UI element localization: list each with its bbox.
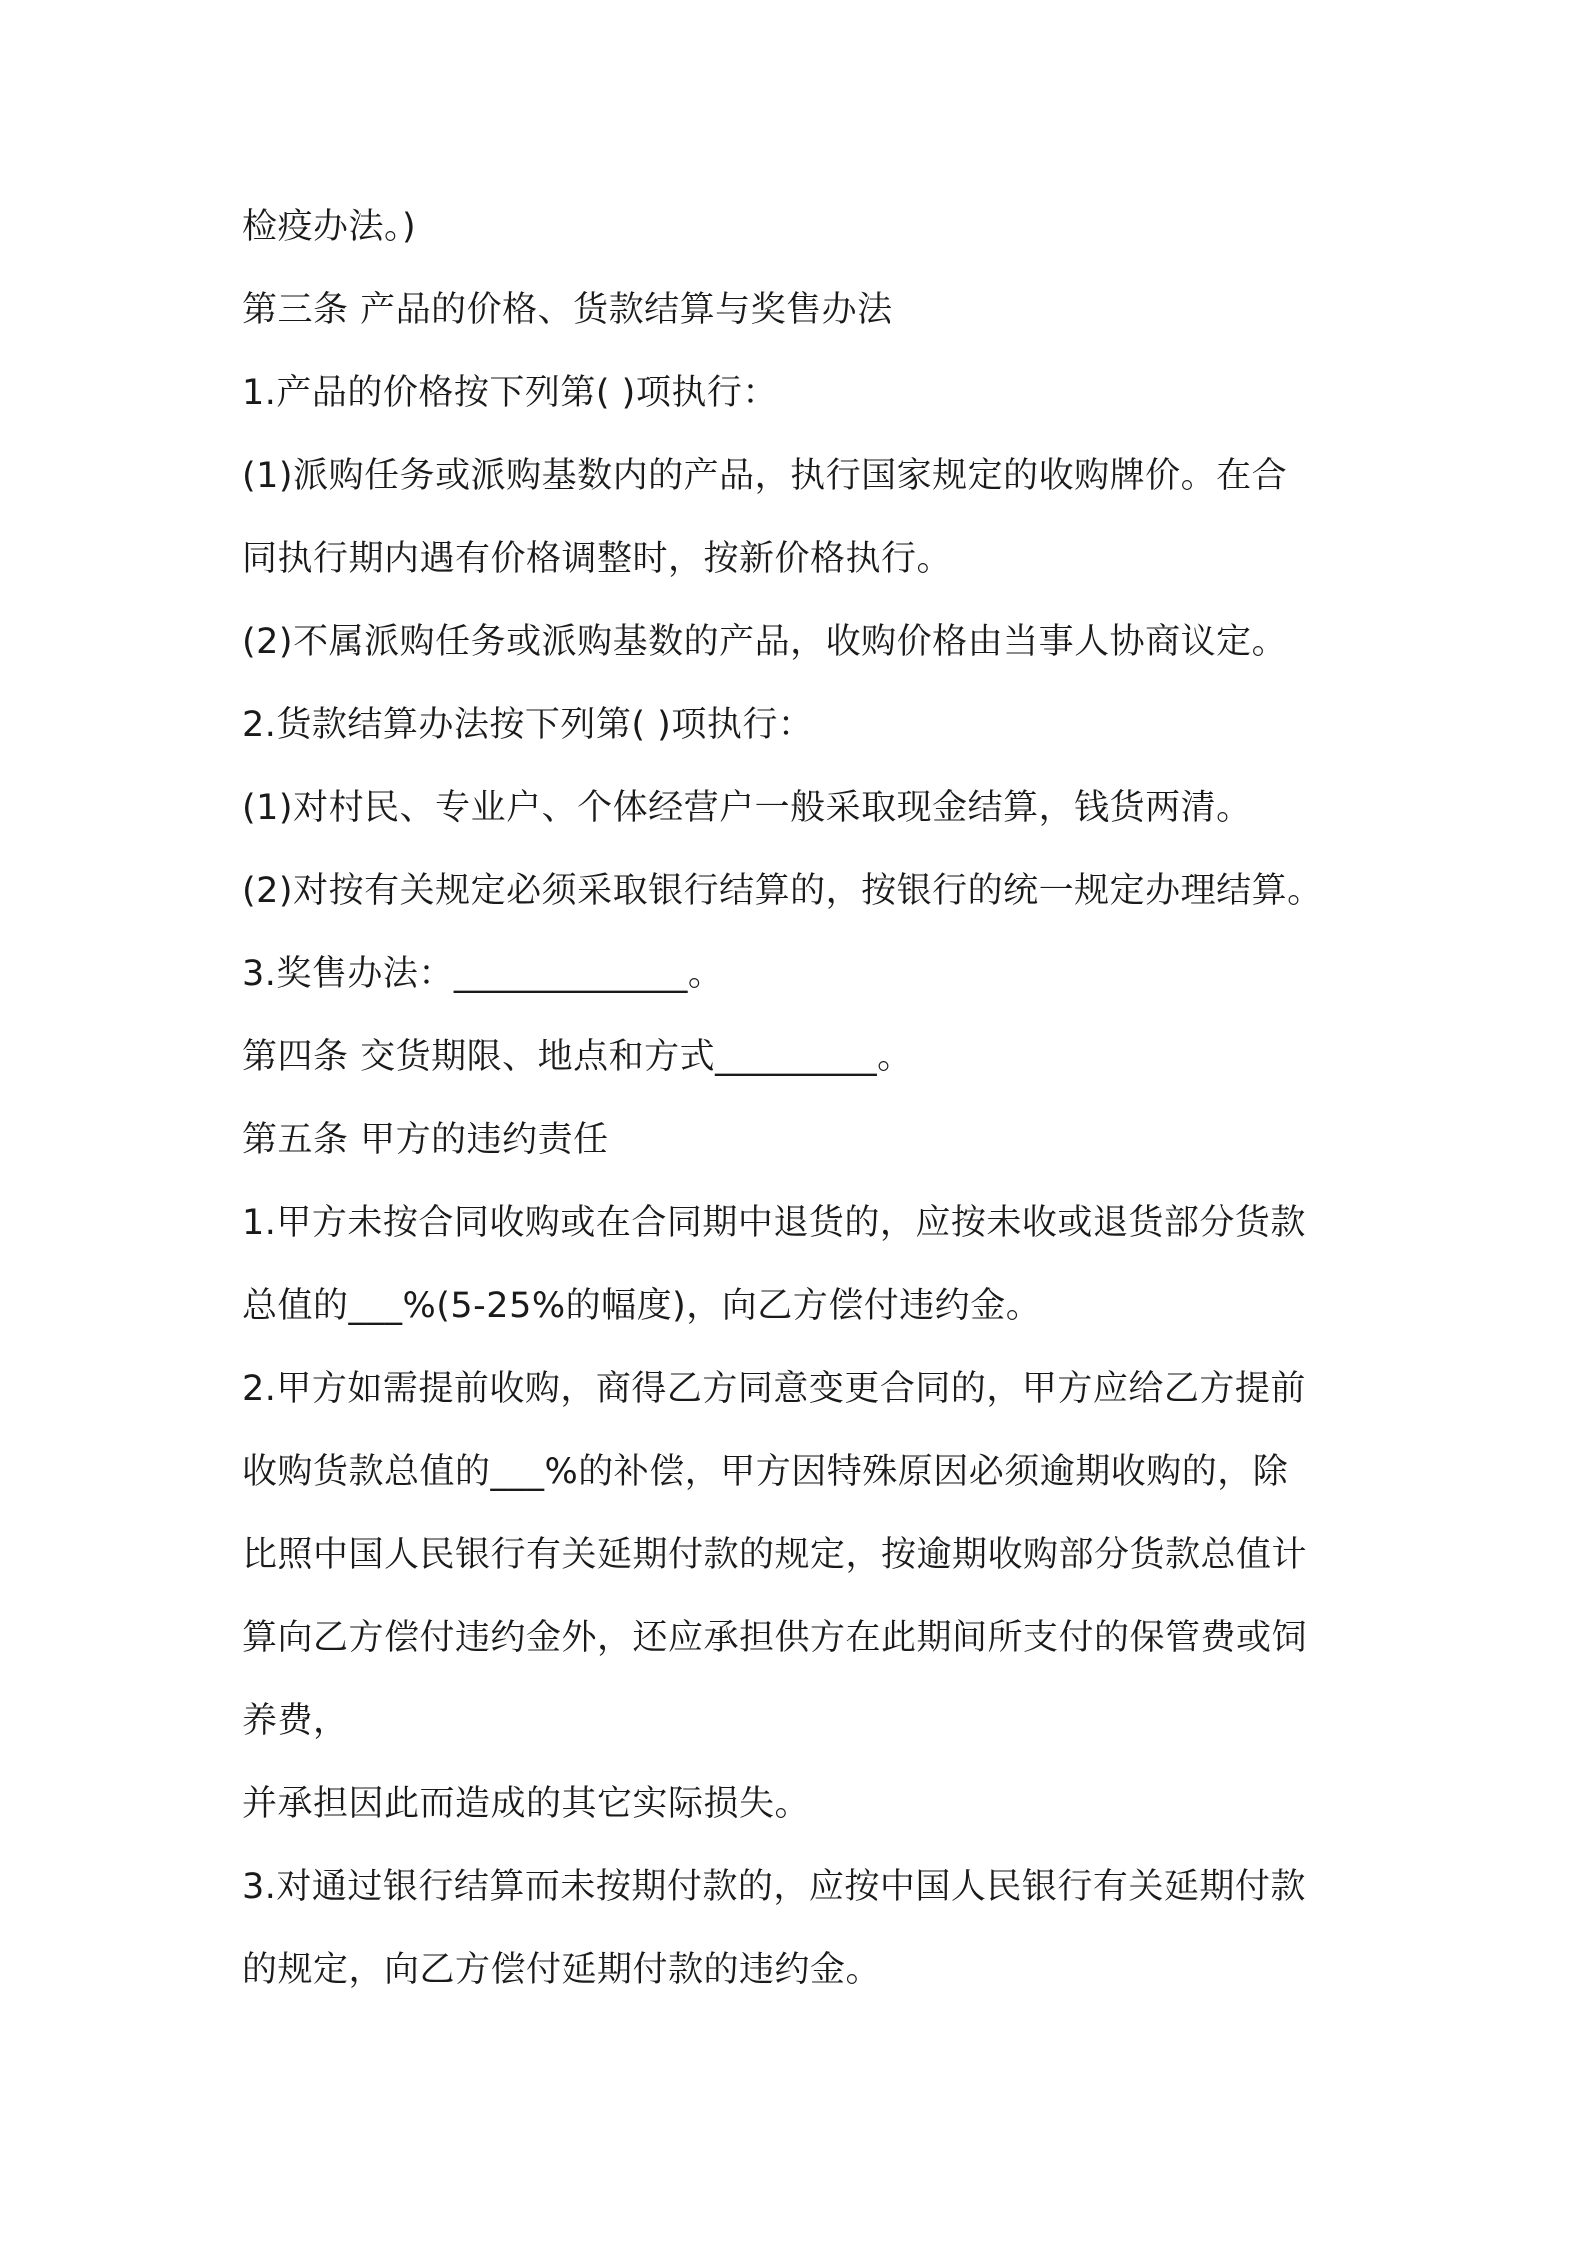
- text-line: (2)对按有关规定必须采取银行结算的，按银行的统一规定办理结算。: [242, 871, 1323, 911]
- text-line: 比照中国人民银行有关延期付款的规定，按逾期收购部分货款总值计: [242, 1535, 1308, 1575]
- text-line: 养费，: [242, 1701, 349, 1741]
- text-line: 同执行期内遇有价格调整时，按新价格执行。: [242, 539, 953, 579]
- text-line: 并承担因此而造成的其它实际损失。: [242, 1784, 811, 1824]
- text-line: (1)派购任务或派购基数内的产品，执行国家规定的收购牌价。在合: [242, 456, 1288, 496]
- article-3-heading: 第三条 产品的价格、货款结算与奖售办法: [242, 290, 893, 330]
- text-line: 的规定，向乙方偿付延期付款的违约金。: [242, 1950, 882, 1990]
- text-line: 2.甲方如需提前收购，商得乙方同意变更合同的，甲方应给乙方提前: [242, 1369, 1306, 1409]
- text-line: (2)不属派购任务或派购基数的产品，收购价格由当事人协商议定。: [242, 622, 1288, 662]
- text-line: (1)对村民、专业户、个体经营户一般采取现金结算，钱货两清。: [242, 788, 1252, 828]
- text-line: 收购货款总值的___%的补偿，甲方因特殊原因必须逾期收购的，除: [242, 1452, 1289, 1492]
- text-line: 检疫办法。): [242, 207, 417, 247]
- text-line: 3.对通过银行结算而未按期付款的，应按中国人民银行有关延期付款: [242, 1867, 1306, 1907]
- text-line: 1.产品的价格按下列第( )项执行：: [242, 373, 778, 413]
- text-line: 1.甲方未按合同收购或在合同期中退货的，应按未收或退货部分货款: [242, 1203, 1306, 1243]
- article-5-heading: 第五条 甲方的违约责任: [242, 1120, 609, 1160]
- text-line: 2.货款结算办法按下列第( )项执行：: [242, 705, 814, 745]
- text-line: 总值的___%(5-25%的幅度)，向乙方偿付违约金。: [242, 1286, 1042, 1326]
- text-line: 算向乙方偿付违约金外，还应承担供方在此期间所支付的保管费或饲: [242, 1618, 1308, 1658]
- article-4-heading: 第四条 交货期限、地点和方式_________。: [242, 1037, 913, 1077]
- text-line: 3.奖售办法：_____________。: [242, 954, 724, 994]
